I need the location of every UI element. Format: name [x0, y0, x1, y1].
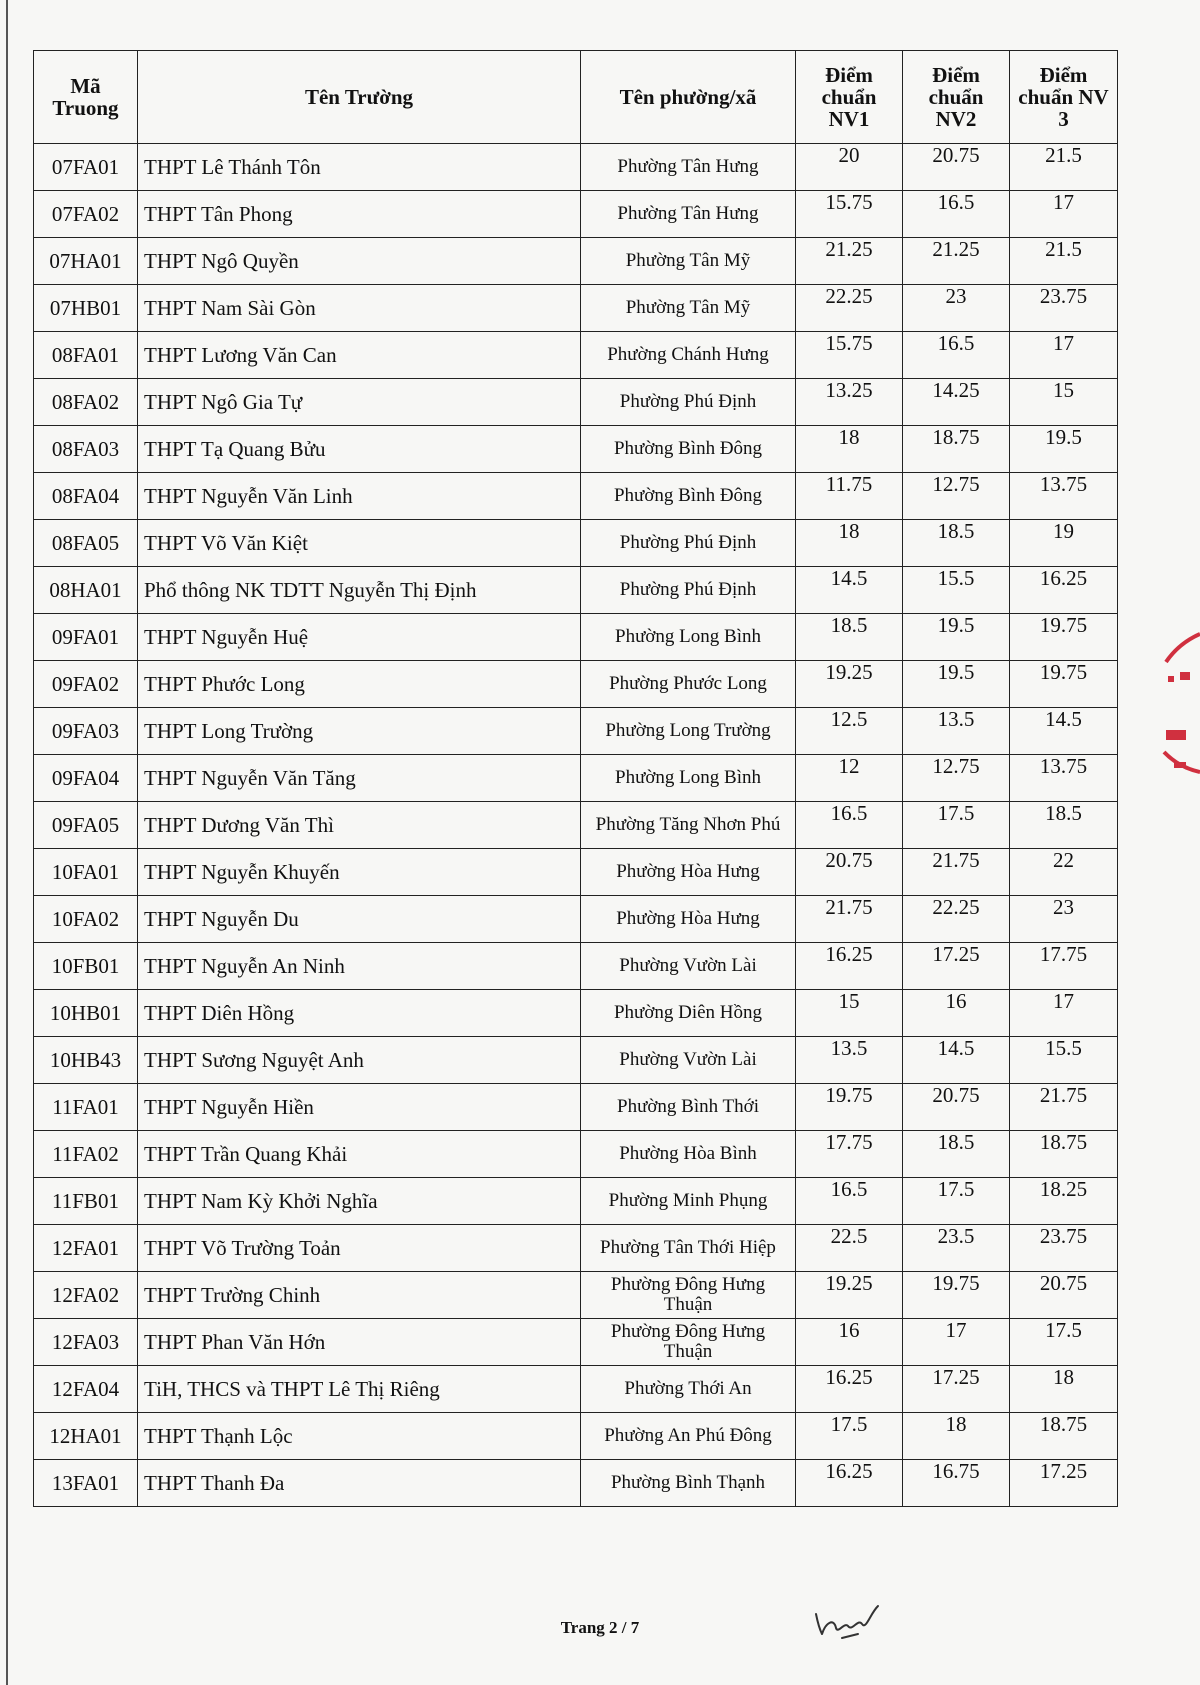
score-nv3-cell: 13.75	[1010, 473, 1118, 520]
score-nv1-cell: 18	[796, 426, 903, 473]
table-body	[34, 144, 1118, 1507]
score-nv1-cell: 17.5	[796, 1413, 903, 1460]
score-nv2-cell: 18	[903, 1413, 1010, 1460]
score-nv1-cell: 13.25	[796, 379, 903, 426]
score-nv1-cell: 22.5	[796, 1225, 903, 1272]
table-row	[34, 426, 1118, 473]
school-code-cell: 09FA05	[34, 802, 138, 849]
ward-cell: Phường Đông Hưng Thuận	[581, 1319, 796, 1366]
table-row	[34, 990, 1118, 1037]
ward-cell: Phường Phước Long	[581, 661, 796, 708]
ward-cell: Phường Bình Thới	[581, 1084, 796, 1131]
score-nv1-cell: 16.25	[796, 1460, 903, 1507]
score-nv3-cell: 18.75	[1010, 1413, 1118, 1460]
score-nv1-cell: 17.75	[796, 1131, 903, 1178]
score-nv1-cell: 21.75	[796, 896, 903, 943]
ward-cell: Phường Đông Hưng Thuận	[581, 1272, 796, 1319]
score-nv3-cell: 17	[1010, 332, 1118, 379]
school-name-cell: THPT Thanh Đa	[138, 1460, 581, 1507]
score-nv3-cell: 19.75	[1010, 661, 1118, 708]
score-nv2-cell: 23	[903, 285, 1010, 332]
ward-cell: Phường Tăng Nhơn Phú	[581, 802, 796, 849]
school-code-cell: 09FA04	[34, 755, 138, 802]
score-nv3-cell: 17.75	[1010, 943, 1118, 990]
ward-cell: Phường Long Bình	[581, 755, 796, 802]
score-nv1-cell: 16.25	[796, 943, 903, 990]
ward-cell: Phường Chánh Hưng	[581, 332, 796, 379]
score-nv2-cell: 17.25	[903, 943, 1010, 990]
school-code-cell: 10HB43	[34, 1037, 138, 1084]
table-row	[34, 1037, 1118, 1084]
score-nv2-cell: 12.75	[903, 473, 1010, 520]
school-name-cell: THPT Nguyễn Du	[138, 896, 581, 943]
table-row	[34, 1272, 1118, 1319]
ward-cell: Phường Phú Định	[581, 379, 796, 426]
ward-cell: Phường Phú Định	[581, 567, 796, 614]
ward-cell: Phường An Phú Đông	[581, 1413, 796, 1460]
score-nv3-cell: 21.75	[1010, 1084, 1118, 1131]
page-number: Trang 2 / 7	[560, 1618, 640, 1637]
score-nv1-cell: 12	[796, 755, 903, 802]
school-name-cell: THPT Sương Nguyệt Anh	[138, 1037, 581, 1084]
table-row	[34, 614, 1118, 661]
ward-cell: Phường Diên Hồng	[581, 990, 796, 1037]
table-row	[34, 849, 1118, 896]
ward-cell: Phường Vườn Lài	[581, 1037, 796, 1084]
header-score-nv3: Điểm chuẩn NV 3	[1010, 51, 1118, 144]
score-nv2-cell: 21.25	[903, 238, 1010, 285]
score-nv2-cell: 13.5	[903, 708, 1010, 755]
score-nv1-cell: 16.5	[796, 802, 903, 849]
score-nv2-cell: 21.75	[903, 849, 1010, 896]
score-nv3-cell: 22	[1010, 849, 1118, 896]
score-nv2-cell: 14.5	[903, 1037, 1010, 1084]
score-nv1-cell: 14.5	[796, 567, 903, 614]
ward-cell: Phường Minh Phụng	[581, 1178, 796, 1225]
score-nv2-cell: 19.75	[903, 1272, 1010, 1319]
score-nv3-cell: 17.5	[1010, 1319, 1118, 1366]
table-row	[34, 1225, 1118, 1272]
score-nv2-cell: 19.5	[903, 661, 1010, 708]
header-ward: Tên phường/xã	[581, 51, 796, 144]
table-row	[34, 191, 1118, 238]
score-nv1-cell: 16.25	[796, 1366, 903, 1413]
red-stamp-fragment	[1160, 632, 1200, 792]
ward-cell: Phường Tân Mỹ	[581, 238, 796, 285]
score-nv2-cell: 20.75	[903, 1084, 1010, 1131]
school-code-cell: 09FA03	[34, 708, 138, 755]
school-code-cell: 12FA03	[34, 1319, 138, 1366]
score-nv1-cell: 19.25	[796, 661, 903, 708]
score-nv1-cell: 15.75	[796, 332, 903, 379]
header-score-nv2: Điểm chuẩn NV2	[903, 51, 1010, 144]
score-nv2-cell: 23.5	[903, 1225, 1010, 1272]
school-code-cell: 07FA02	[34, 191, 138, 238]
school-name-cell: THPT Thạnh Lộc	[138, 1413, 581, 1460]
score-nv3-cell: 21.5	[1010, 238, 1118, 285]
score-nv2-cell: 15.5	[903, 567, 1010, 614]
ward-cell: Phường Vườn Lài	[581, 943, 796, 990]
school-name-cell: THPT Ngô Gia Tự	[138, 379, 581, 426]
school-code-cell: 09FA01	[34, 614, 138, 661]
score-nv2-cell: 18.5	[903, 1131, 1010, 1178]
score-nv1-cell: 18	[796, 520, 903, 567]
score-nv1-cell: 12.5	[796, 708, 903, 755]
school-code-cell: 10FA02	[34, 896, 138, 943]
ward-cell: Phường Hòa Hưng	[581, 849, 796, 896]
school-code-cell: 12FA02	[34, 1272, 138, 1319]
score-nv2-cell: 16.75	[903, 1460, 1010, 1507]
school-code-cell: 08FA01	[34, 332, 138, 379]
table-row	[34, 1319, 1118, 1366]
school-code-cell: 10FA01	[34, 849, 138, 896]
score-nv3-cell: 13.75	[1010, 755, 1118, 802]
table-row	[34, 1460, 1118, 1507]
score-nv3-cell: 23.75	[1010, 1225, 1118, 1272]
left-page-border	[6, 0, 8, 1685]
score-nv2-cell: 17	[903, 1319, 1010, 1366]
ward-cell: Phường Bình Thạnh	[581, 1460, 796, 1507]
school-name-cell: Phổ thông NK TDTT Nguyễn Thị Định	[138, 567, 581, 614]
score-nv2-cell: 17.5	[903, 1178, 1010, 1225]
school-name-cell: THPT Võ Văn Kiệt	[138, 520, 581, 567]
score-nv3-cell: 17	[1010, 191, 1118, 238]
score-nv1-cell: 11.75	[796, 473, 903, 520]
score-nv1-cell: 18.5	[796, 614, 903, 661]
table-row	[34, 332, 1118, 379]
school-name-cell: THPT Tân Phong	[138, 191, 581, 238]
score-nv3-cell: 18.25	[1010, 1178, 1118, 1225]
table-row	[34, 708, 1118, 755]
school-name-cell: THPT Nam Sài Gòn	[138, 285, 581, 332]
school-code-cell: 13FA01	[34, 1460, 138, 1507]
score-nv3-cell: 16.25	[1010, 567, 1118, 614]
score-nv3-cell: 23	[1010, 896, 1118, 943]
table-row	[34, 567, 1118, 614]
ward-cell: Phường Tân Mỹ	[581, 285, 796, 332]
ward-cell: Phường Tân Thới Hiệp	[581, 1225, 796, 1272]
ward-cell: Phường Hòa Bình	[581, 1131, 796, 1178]
school-name-cell: THPT Lương Văn Can	[138, 332, 581, 379]
score-nv3-cell: 15	[1010, 379, 1118, 426]
table-row	[34, 1413, 1118, 1460]
school-code-cell: 08FA04	[34, 473, 138, 520]
score-nv3-cell: 19.75	[1010, 614, 1118, 661]
score-nv1-cell: 16.5	[796, 1178, 903, 1225]
header-score-nv1: Điểm chuẩn NV1	[796, 51, 903, 144]
table-row	[34, 285, 1118, 332]
school-name-cell: THPT Trường Chinh	[138, 1272, 581, 1319]
table-row	[34, 1084, 1118, 1131]
score-nv1-cell: 19.75	[796, 1084, 903, 1131]
table-row	[34, 238, 1118, 285]
school-name-cell: THPT Lê Thánh Tôn	[138, 144, 581, 191]
score-nv2-cell: 17.25	[903, 1366, 1010, 1413]
school-name-cell: THPT Long Trường	[138, 708, 581, 755]
table-row	[34, 1366, 1118, 1413]
school-code-cell: 08HA01	[34, 567, 138, 614]
school-name-cell: THPT Nguyễn Văn Linh	[138, 473, 581, 520]
score-nv1-cell: 15	[796, 990, 903, 1037]
school-code-cell: 12FA01	[34, 1225, 138, 1272]
score-nv3-cell: 19	[1010, 520, 1118, 567]
ward-cell: Phường Long Bình	[581, 614, 796, 661]
school-code-cell: 08FA03	[34, 426, 138, 473]
school-code-cell: 11FA02	[34, 1131, 138, 1178]
school-code-cell: 07HB01	[34, 285, 138, 332]
score-nv1-cell: 16	[796, 1319, 903, 1366]
score-nv2-cell: 22.25	[903, 896, 1010, 943]
table-row	[34, 520, 1118, 567]
school-code-cell: 11FA01	[34, 1084, 138, 1131]
score-nv2-cell: 17.5	[903, 802, 1010, 849]
ward-cell: Phường Tân Hưng	[581, 191, 796, 238]
score-nv2-cell: 18.5	[903, 520, 1010, 567]
ward-cell: Phường Bình Đông	[581, 473, 796, 520]
ward-cell: Phường Hòa Hưng	[581, 896, 796, 943]
score-nv2-cell: 12.75	[903, 755, 1010, 802]
ward-cell: Phường Long Trường	[581, 708, 796, 755]
ward-cell: Phường Phú Định	[581, 520, 796, 567]
score-nv1-cell: 19.25	[796, 1272, 903, 1319]
score-nv3-cell: 18.75	[1010, 1131, 1118, 1178]
score-nv1-cell: 13.5	[796, 1037, 903, 1084]
school-name-cell: TiH, THCS và THPT Lê Thị Riêng	[138, 1366, 581, 1413]
score-nv3-cell: 18.5	[1010, 802, 1118, 849]
school-code-cell: 12FA04	[34, 1366, 138, 1413]
table-row	[34, 144, 1118, 191]
school-code-cell: 12HA01	[34, 1413, 138, 1460]
school-name-cell: THPT Trần Quang Khải	[138, 1131, 581, 1178]
school-code-cell: 10HB01	[34, 990, 138, 1037]
ward-cell: Phường Tân Hưng	[581, 144, 796, 191]
score-nv3-cell: 18	[1010, 1366, 1118, 1413]
score-nv2-cell: 14.25	[903, 379, 1010, 426]
score-nv3-cell: 15.5	[1010, 1037, 1118, 1084]
score-nv1-cell: 20	[796, 144, 903, 191]
school-name-cell: THPT Võ Trường Toản	[138, 1225, 581, 1272]
score-nv2-cell: 20.75	[903, 144, 1010, 191]
school-name-cell: THPT Diên Hồng	[138, 990, 581, 1037]
table-row	[34, 1178, 1118, 1225]
score-nv2-cell: 18.75	[903, 426, 1010, 473]
school-name-cell: THPT Nguyễn Văn Tăng	[138, 755, 581, 802]
school-name-cell: THPT Nguyễn Khuyến	[138, 849, 581, 896]
school-name-cell: THPT Nguyễn Hiền	[138, 1084, 581, 1131]
school-code-cell: 08FA02	[34, 379, 138, 426]
school-name-cell: THPT Phước Long	[138, 661, 581, 708]
score-nv3-cell: 23.75	[1010, 285, 1118, 332]
score-nv3-cell: 14.5	[1010, 708, 1118, 755]
school-name-cell: THPT Dương Văn Thì	[138, 802, 581, 849]
table-row	[34, 661, 1118, 708]
school-code-cell: 08FA05	[34, 520, 138, 567]
ward-cell: Phường Thới An	[581, 1366, 796, 1413]
score-nv1-cell: 21.25	[796, 238, 903, 285]
school-code-cell: 07HA01	[34, 238, 138, 285]
score-nv2-cell: 19.5	[903, 614, 1010, 661]
school-code-cell: 10FB01	[34, 943, 138, 990]
table-row	[34, 473, 1118, 520]
table-row	[34, 379, 1118, 426]
school-name-cell: THPT Tạ Quang Bửu	[138, 426, 581, 473]
table-row	[34, 802, 1118, 849]
school-name-cell: THPT Nam Kỳ Khởi Nghĩa	[138, 1178, 581, 1225]
score-nv1-cell: 15.75	[796, 191, 903, 238]
header-school-code: Mã Truong	[34, 51, 138, 144]
school-code-cell: 11FB01	[34, 1178, 138, 1225]
table-row	[34, 943, 1118, 990]
score-nv2-cell: 16	[903, 990, 1010, 1037]
score-nv2-cell: 16.5	[903, 191, 1010, 238]
school-code-cell: 07FA01	[34, 144, 138, 191]
score-nv3-cell: 20.75	[1010, 1272, 1118, 1319]
table-row	[34, 896, 1118, 943]
score-nv1-cell: 22.25	[796, 285, 903, 332]
score-nv3-cell: 21.5	[1010, 144, 1118, 191]
school-name-cell: THPT Nguyễn Huệ	[138, 614, 581, 661]
header-school-name: Tên Trường	[138, 51, 581, 144]
ward-cell: Phường Bình Đông	[581, 426, 796, 473]
score-nv3-cell: 17	[1010, 990, 1118, 1037]
score-nv3-cell: 19.5	[1010, 426, 1118, 473]
table-row	[34, 755, 1118, 802]
score-nv3-cell: 17.25	[1010, 1460, 1118, 1507]
score-nv2-cell: 16.5	[903, 332, 1010, 379]
table-header-row	[34, 51, 1118, 144]
admission-score-table	[33, 50, 1118, 1507]
score-nv1-cell: 20.75	[796, 849, 903, 896]
school-name-cell: THPT Ngô Quyền	[138, 238, 581, 285]
school-name-cell: THPT Nguyễn An Ninh	[138, 943, 581, 990]
table-row	[34, 1131, 1118, 1178]
school-code-cell: 09FA02	[34, 661, 138, 708]
school-name-cell: THPT Phan Văn Hớn	[138, 1319, 581, 1366]
